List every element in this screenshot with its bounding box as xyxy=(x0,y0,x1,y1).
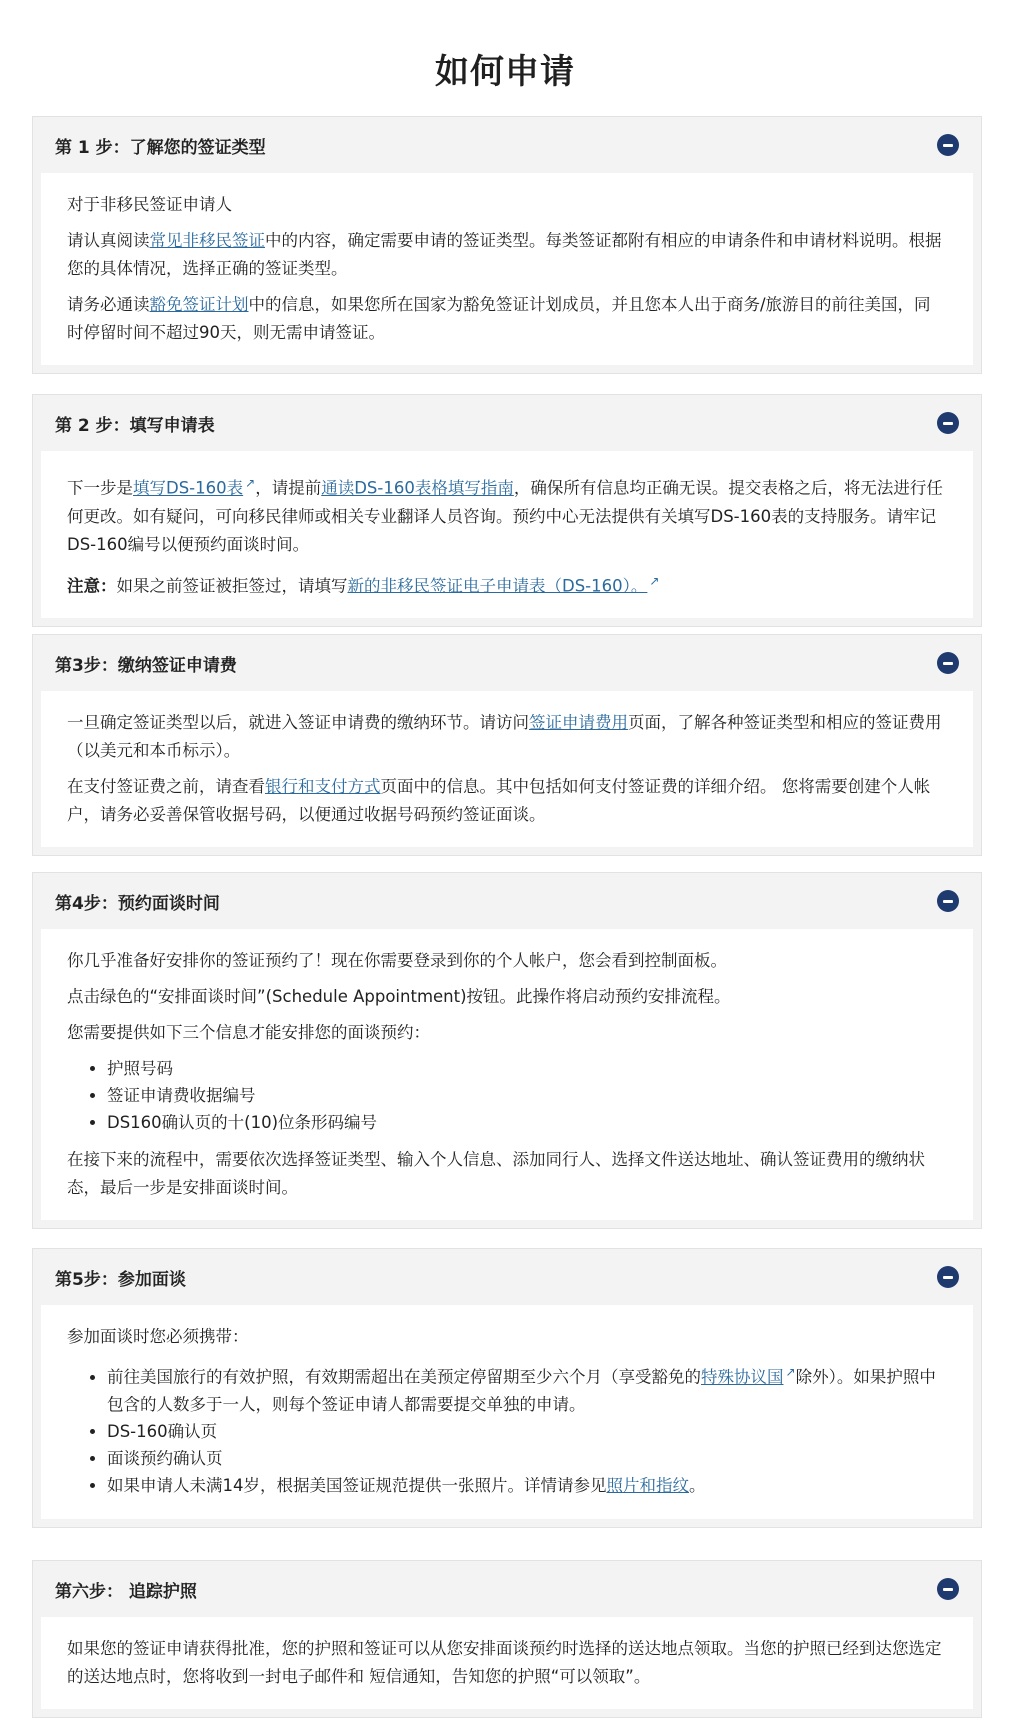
text: 你几乎准备好安排你的签证预约了！现在你需要登录到你的个人帐户，您会看到控制面板。 xyxy=(67,951,727,970)
paragraph xyxy=(67,567,945,601)
step-1-title: 第 1 步：了解您的签证类型 xyxy=(55,137,266,158)
text: ，确保所有信息均正确无误。提交表格之后，将无法进行任何更改。如有疑问，可向移民律师或相关专业翻译人员咨询。预约中心无法提供有关填写DS-160表的支持服务。请牢记DS-160编号以便预约面谈时间。 xyxy=(67,478,943,554)
list-item xyxy=(107,1472,945,1499)
list-item: • DS160确认页的十(10)位条形码编号 xyxy=(107,1109,945,1136)
step-5-title: 第5步：参加面谈 xyxy=(55,1269,186,1290)
text: 。 xyxy=(689,1475,706,1495)
step-4-body xyxy=(41,929,973,1220)
text: 页面中的信息。其中包括如何支付签证费的详细介绍。 您将需要创建个人帐户，请务必妥善保管收据号码，以便通过收据号码预约签证面谈。 xyxy=(67,777,931,824)
external-link-icon: ↗ xyxy=(649,573,660,588)
step-6-header[interactable] xyxy=(41,1561,973,1617)
text: 中的内容，确定需要申请的签证类型。每类签证都附有相应的申请条件和申请材料说明。根据您的具体情况，选择正确的签证类型。 xyxy=(67,231,942,278)
ds160-guide-link[interactable]: 通读DS-160表格填写指南 xyxy=(321,478,514,498)
note-label: 注意： xyxy=(67,576,117,595)
step-6-panel xyxy=(32,1560,982,1718)
text: 如果您的签证申请获得批准，您的护照和签证可以从您安排面谈预约时选择的送达地点领取。当您的护照已经到达您选定的送达地点时，您将收到一封电子邮件和 短信通知，告知您的护照“可以领取”。 xyxy=(67,1639,942,1686)
external-link-icon: ↗ xyxy=(785,1365,796,1379)
interview-items-list xyxy=(67,1359,945,1499)
text: 一旦确定签证类型以后，就进入签证申请费的缴纳环节。请访问 xyxy=(67,713,529,732)
step-2-body xyxy=(41,451,973,618)
text: 除外）。如果护照中包含的人数多于一人，则每个签证申请人都需要提交单独的申请。 xyxy=(107,1367,936,1414)
step-2-title: 第 2 步：填写申请表 xyxy=(55,415,215,436)
common-nonimmigrant-visas-link[interactable]: 常见非移民签证 xyxy=(149,231,265,250)
step-1-body xyxy=(41,173,973,365)
step-5-body xyxy=(41,1305,973,1519)
paragraph xyxy=(67,1019,945,1047)
text: 点击绿色的“安排面谈时间”(Schedule Appointment)按钮。此操作将启动预约安排流程。 xyxy=(67,987,731,1006)
paragraph xyxy=(67,191,945,219)
paragraph xyxy=(67,1146,945,1202)
list-item xyxy=(107,1359,945,1418)
bank-payment-link[interactable]: 银行和支付方式 xyxy=(265,777,381,796)
list-item: • 面谈预约确认页 xyxy=(107,1445,945,1472)
step-3-title: 第3步：缴纳签证申请费 xyxy=(55,655,237,676)
text: 请务必通读 xyxy=(67,295,150,314)
step-6-body xyxy=(41,1617,973,1709)
paragraph xyxy=(67,709,945,765)
text: 前往美国旅行的有效护照，有效期需超出在美预定停留期至少六个月（享受豁免的 xyxy=(107,1367,701,1387)
paragraph xyxy=(67,983,945,1011)
step-3-body xyxy=(41,691,973,847)
step-2-panel xyxy=(32,394,982,627)
step-4-title: 第4步：预约面谈时间 xyxy=(55,893,220,914)
step-2-header[interactable] xyxy=(41,395,973,451)
step-5-panel xyxy=(32,1248,982,1528)
step-5-header[interactable] xyxy=(41,1249,973,1305)
visa-fee-link[interactable]: 签证申请费用 xyxy=(529,713,628,732)
fill-ds160-link[interactable]: 填写DS-160表 xyxy=(133,478,244,498)
new-ds160-link[interactable]: 新的非移民签证电子申请表（DS-160）。 xyxy=(347,576,648,595)
external-link-icon: ↗ xyxy=(245,476,256,490)
text: 在接下来的流程中，需要依次选择签证类型、输入个人信息、添加同行人、选择文件送达地址、确认签证费用的缴纳状态，最后一步是安排面谈时间。 xyxy=(67,1150,925,1197)
paragraph xyxy=(67,469,945,559)
step-3-header[interactable] xyxy=(41,635,973,691)
paragraph xyxy=(67,1635,945,1691)
text: 如果之前签证被拒签过，请填写 xyxy=(116,576,348,595)
collapse-icon[interactable] xyxy=(937,1578,959,1600)
required-info-list xyxy=(67,1055,945,1136)
collapse-icon[interactable] xyxy=(937,134,959,156)
page-title: 如何申请 xyxy=(435,52,575,92)
text: 在支付签证费之前，请查看 xyxy=(67,777,265,796)
photo-fingerprint-link[interactable]: 照片和指纹 xyxy=(606,1475,689,1495)
step-1-header[interactable] xyxy=(41,117,973,173)
collapse-icon[interactable] xyxy=(937,412,959,434)
text: 参加面谈时您必须携带： xyxy=(67,1327,249,1346)
list-item: • DS-160确认页 xyxy=(107,1418,945,1445)
text: 如果申请人未满14岁，根据美国签证规范提供一张照片。详情请参见 xyxy=(107,1475,607,1495)
text: 中的信息，如果您所在国家为豁免签证计划成员，并且您本人出于商务/旅游目的前往美国，同时停留时间不超过90天，则无需申请签证。 xyxy=(67,295,931,342)
text: 下一步是 xyxy=(67,478,133,498)
text: 请认真阅读 xyxy=(67,231,150,250)
text: ，请提前 xyxy=(255,478,322,498)
collapse-icon[interactable] xyxy=(937,890,959,912)
text: 对于非移民签证申请人 xyxy=(67,195,232,214)
step-4-header[interactable] xyxy=(41,873,973,929)
paragraph xyxy=(67,227,945,283)
special-agreement-countries-link[interactable]: 特殊协议国 xyxy=(701,1367,784,1387)
text: 您需要提供如下三个信息才能安排您的面谈预约： xyxy=(67,1023,430,1042)
visa-waiver-program-link[interactable]: 豁免签证计划 xyxy=(149,295,249,314)
step-3-panel xyxy=(32,634,982,856)
text: 页面，了解各种签证类型和相应的签证费用（以美元和本币标示）。 xyxy=(67,713,942,760)
paragraph xyxy=(67,1323,945,1351)
step-4-panel xyxy=(32,872,982,1229)
collapse-icon[interactable] xyxy=(937,1266,959,1288)
list-item: • 护照号码 xyxy=(107,1055,945,1082)
paragraph xyxy=(67,773,945,829)
step-1-panel xyxy=(32,116,982,374)
paragraph xyxy=(67,291,945,347)
list-item: • 签证申请费收据编号 xyxy=(107,1082,945,1109)
step-6-title: 第六步： 追踪护照 xyxy=(55,1581,197,1602)
collapse-icon[interactable] xyxy=(937,652,959,674)
paragraph xyxy=(67,947,945,975)
